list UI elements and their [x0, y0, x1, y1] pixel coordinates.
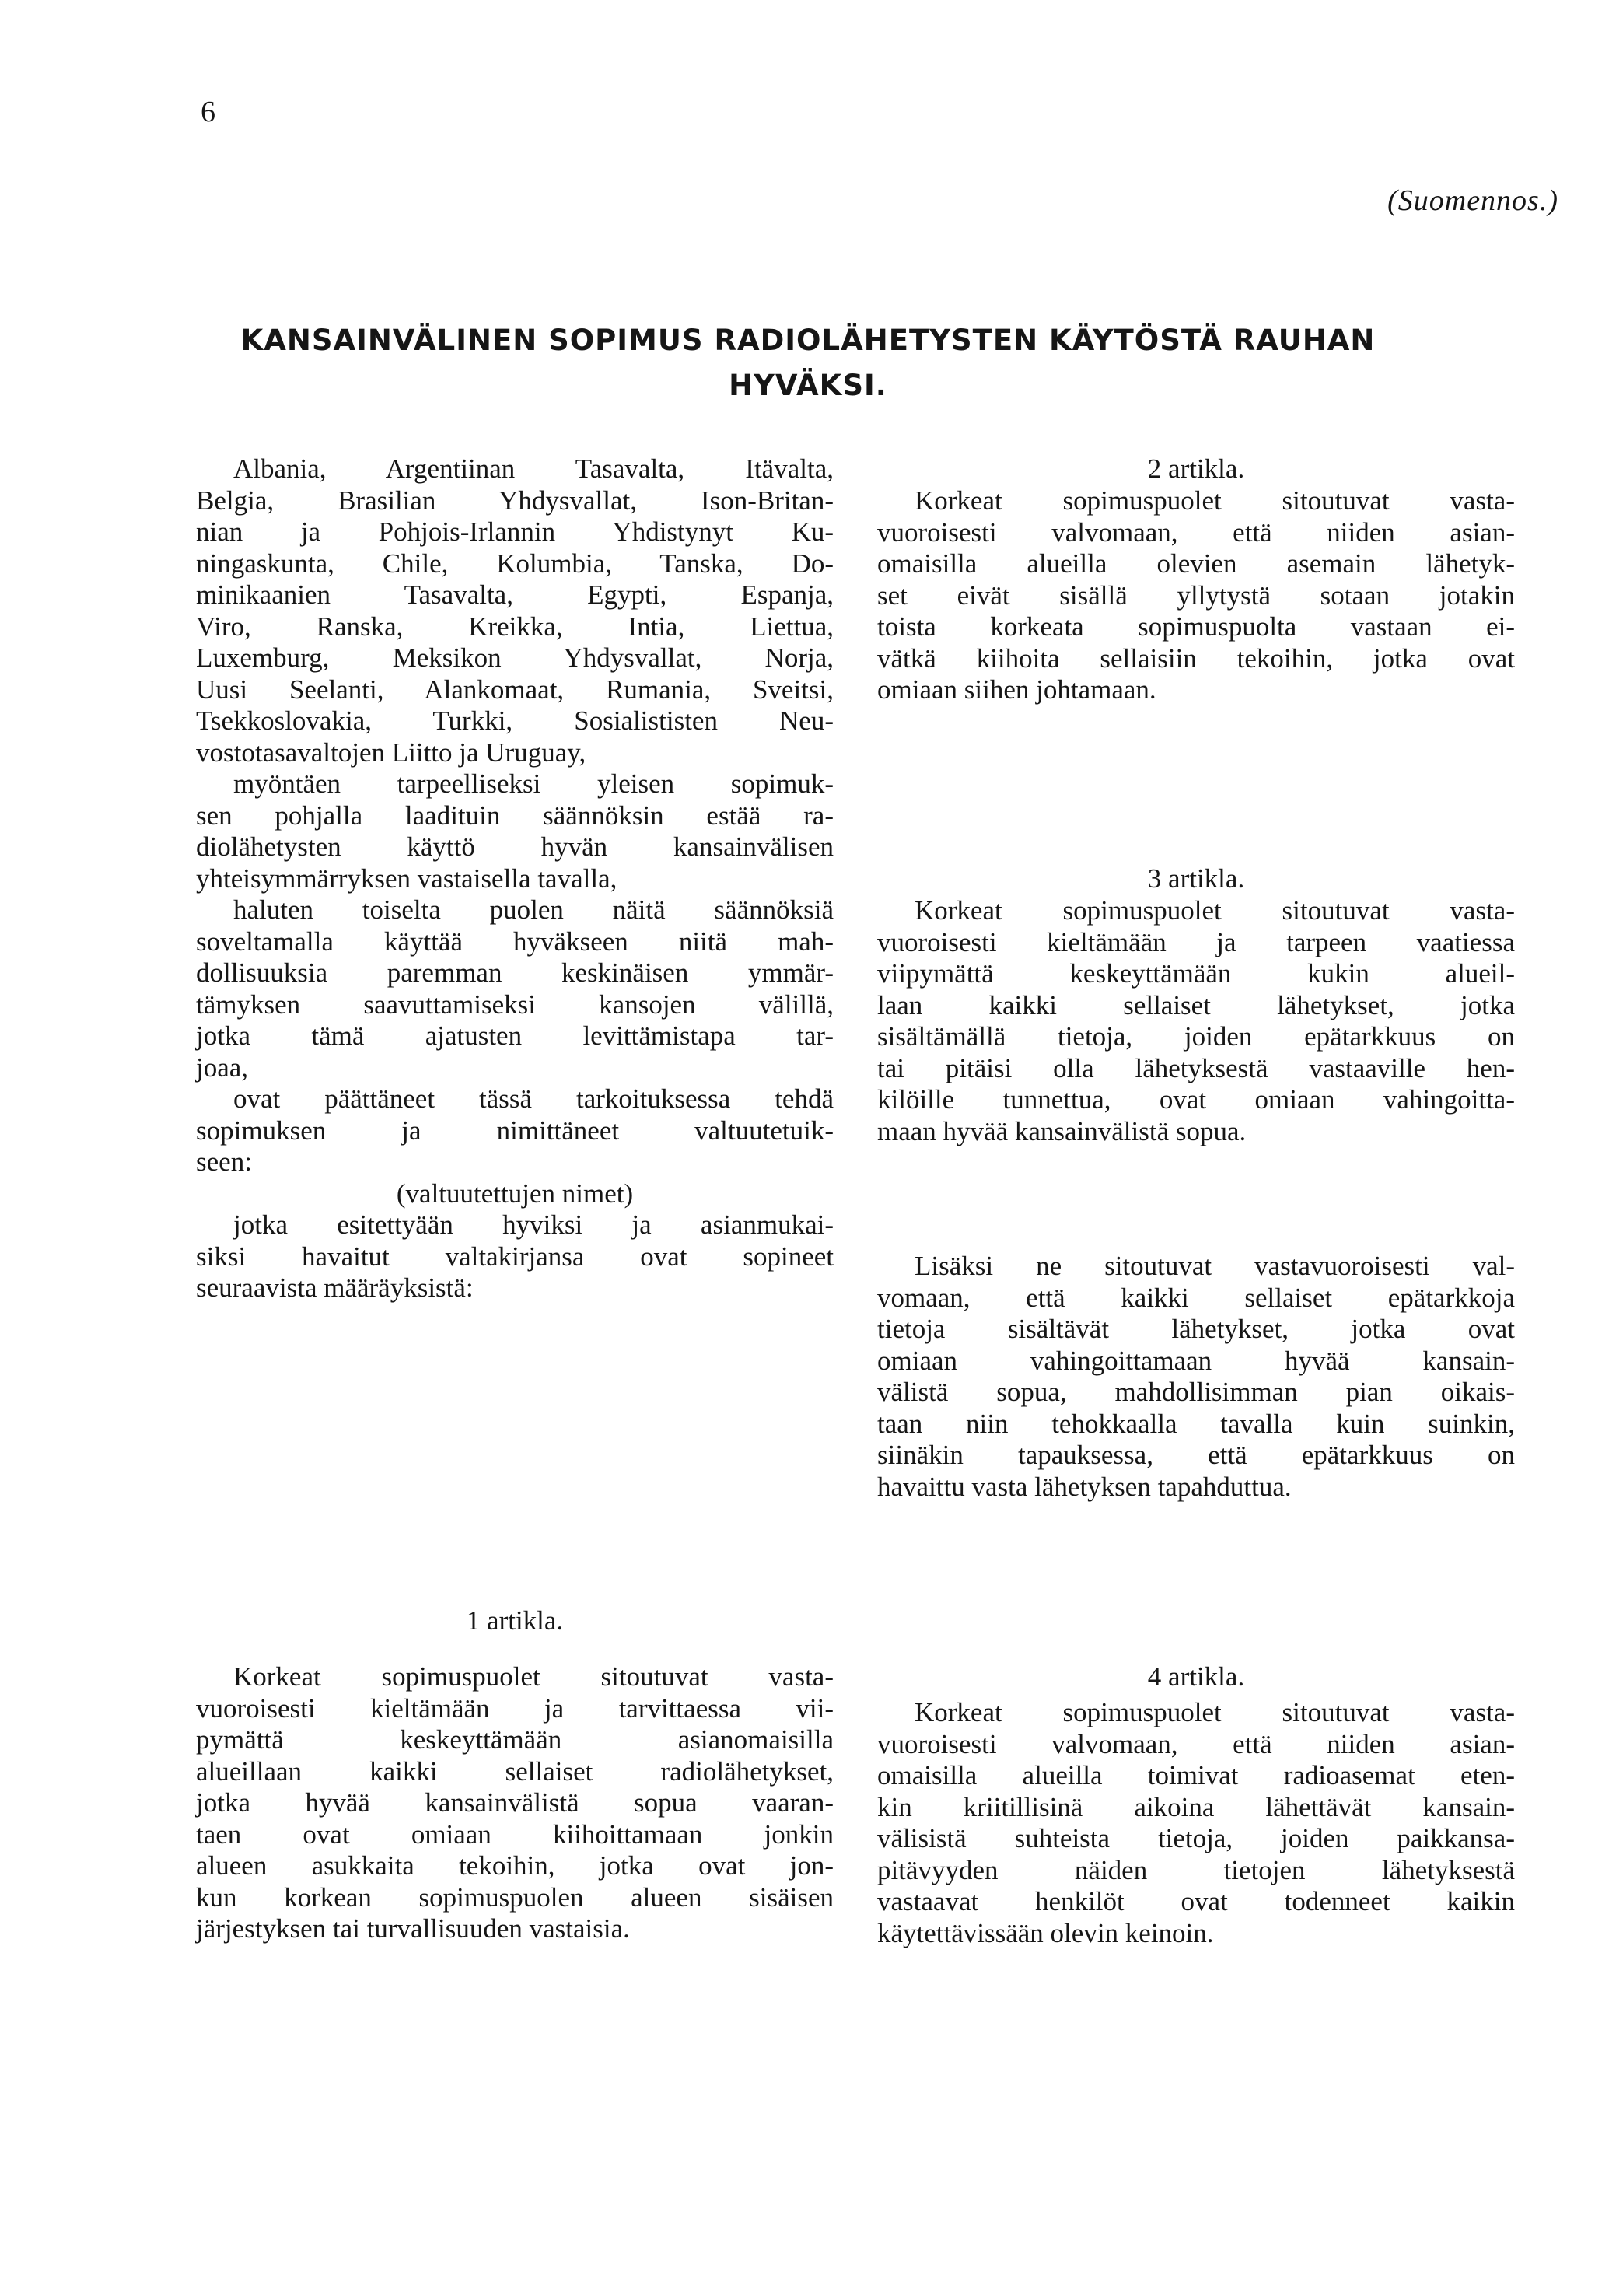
preamble-line: Viro, Ranska, Kreikka, Intia, Liettua, [196, 611, 834, 642]
preamble-line: myöntäen tarpeelliseksi yleisen sopimuk- [233, 768, 834, 799]
preamble-line: soveltamalla käyttää hyväkseen niitä mah- [196, 926, 834, 957]
preamble-line: seen: [196, 1146, 252, 1177]
article2-line: toista korkeata sopimuspuolta vastaan ei- [877, 611, 1515, 642]
article1-heading: 1 artikla. [466, 1605, 564, 1636]
article3-line: viipymättä keskeyttämään kukin alueil- [877, 958, 1515, 989]
preamble-line: Belgia, Brasilian Yhdysvallat, Ison-Britan- [196, 485, 834, 516]
article2-body [877, 485, 1515, 706]
preamble-line: sen pohjalla laadituin säännöksin estää ra- [196, 800, 834, 831]
article2-line: omaisilla alueilla olevien asemain lähetyk- [877, 548, 1515, 579]
article3-line: taan niin tehokkaalla tavalla kuin suinkin, [877, 1408, 1515, 1439]
preamble-line: dollisuuksia paremman keskinäisen ymmär- [196, 957, 834, 988]
article2-line: Korkeat sopimuspuolet sitoutuvat vasta- [915, 485, 1515, 516]
article4-heading: 4 artikla. [1147, 1661, 1245, 1692]
article3-line: tietoja sisältävät lähetykset, jotka ovat [877, 1314, 1515, 1344]
article4-line: kin kriitillisinä aikoina lähettävät kansain- [877, 1791, 1515, 1822]
article4-line: käytettävissään olevin keinoin. [877, 1917, 1214, 1948]
translation-note: (Suomennos.) [1387, 184, 1558, 217]
article1-body [196, 1661, 834, 1945]
article3-line: Lisäksi ne sitoutuvat vastavuoroisesti val- [915, 1251, 1515, 1281]
preamble-line: sopimuksen ja nimittäneet valtuutetuik- [196, 1115, 834, 1146]
article4-body [877, 1697, 1515, 1949]
page-number: 6 [201, 96, 215, 128]
article3-line: välistä sopua, mahdollisimman pian oikais- [877, 1377, 1515, 1407]
article1-line: pymättä keskeyttämään asianomaisilla [196, 1724, 834, 1755]
article3-line: kilöille tunnettua, ovat omiaan vahingoitta- [877, 1084, 1515, 1115]
article4-line: vastaavat henkilöt ovat todenneet kaikin [877, 1886, 1515, 1916]
article2-heading: 2 artikla. [1147, 453, 1245, 484]
preamble-line: tämyksen saavuttamiseksi kansojen välillä, [196, 989, 834, 1020]
article1-line: taen ovat omiaan kiihoittamaan jonkin [196, 1818, 834, 1850]
preamble-line: seuraavista määräyksistä: [196, 1272, 474, 1303]
preamble-line: Luxemburg, Meksikon Yhdysvallat, Norja, [196, 642, 834, 673]
article1-line: alueen asukkaita tekoihin, jotka ovat jon- [196, 1850, 834, 1881]
article2-line: omiaan siihen johtamaan. [877, 674, 1156, 705]
article4-line: Korkeat sopimuspuolet sitoutuvat vasta- [915, 1697, 1515, 1727]
preamble-line: diolähetysten käyttö hyvän kansainvälisen [196, 831, 834, 862]
preamble-line: minikaanien Tasavalta, Egypti, Espanja, [196, 579, 834, 610]
article1-line: alueillaan kaikki sellaiset radiolähetykset, [196, 1755, 834, 1787]
article2-line: vätkä kiihoita sellaisiin tekoihin, jotka ovat [877, 642, 1515, 674]
document-title-continued: HYVÄKSI. [729, 369, 887, 402]
preamble-line: vostotasavaltojen Liitto ja Uruguay, [196, 737, 586, 768]
preamble-line: jotka tämä ajatusten levittämistapa tar- [196, 1020, 834, 1051]
article3-line: vuoroisesti kieltämään ja tarpeen vaatiessa [877, 926, 1515, 957]
article4-line: pitävyyden näiden tietojen lähetyksestä [877, 1854, 1515, 1885]
preamble-line: joaa, [196, 1052, 249, 1083]
article3-line: havaittu vasta lähetyksen tapahduttua. [877, 1471, 1292, 1502]
preamble-line: yhteisymmärryksen vastaisella tavalla, [196, 863, 617, 894]
article3-line: sisältämällä tietoja, joiden epätarkkuus on [877, 1021, 1515, 1052]
preamble-line: Albania, Argentiinan Tasavalta, Itävalta, [233, 453, 834, 484]
article3-body-paragraph2 [877, 1251, 1515, 1503]
article3-line: tai pitäisi olla lähetyksestä vastaaville hen- [877, 1052, 1515, 1083]
preamble-line: jotka esitettyään hyviksi ja asianmukai- [233, 1209, 834, 1240]
article3-line: siinäkin tapauksessa, että epätarkkuus on [877, 1440, 1515, 1470]
article1-line: jotka hyvää kansainvälistä sopua vaaran- [196, 1787, 834, 1818]
article1-line: vuoroisesti kieltämään ja tarvittaessa vii- [196, 1692, 834, 1724]
article1-line: kun korkean sopimuspuolen alueen sisäisen [196, 1881, 834, 1913]
article4-line: välisistä suhteista tietoja, joiden paikkansa- [877, 1823, 1515, 1853]
article2-line: set eivät sisällä yllytystä sotaan jotakin [877, 579, 1515, 611]
preamble-placeholder-line: (valtuutettujen nimet) [396, 1178, 634, 1209]
article3-line: omiaan vahingoittamaan hyvää kansain- [877, 1345, 1515, 1376]
preamble-line: haluten toiselta puolen näitä säännöksiä [233, 894, 834, 925]
article3-heading: 3 artikla. [1147, 863, 1245, 894]
article1-line: järjestyksen tai turvallisuuden vastaisia. [196, 1913, 630, 1944]
article3-line: maan hyvää kansainvälistä sopua. [877, 1115, 1247, 1146]
preamble-line: Tsekkoslovakia, Turkki, Sosialististen Neu- [196, 705, 834, 736]
article3-body [877, 895, 1515, 1147]
document-title: KANSAINVÄLINEN SOPIMUS RADIOLÄHETYSTEN KÄYTÖSTÄ RAUHAN [240, 324, 1376, 357]
article3-line: Korkeat sopimuspuolet sitoutuvat vasta- [915, 895, 1515, 926]
article3-line: vomaan, että kaikki sellaiset epätarkkoja [877, 1282, 1515, 1313]
preamble-line: Uusi Seelanti, Alankomaat, Rumania, Sveitsi, [196, 674, 834, 705]
preamble-line: nian ja Pohjois-Irlannin Yhdistynyt Ku- [196, 516, 834, 547]
article1-line: Korkeat sopimuspuolet sitoutuvat vasta- [233, 1661, 834, 1692]
article4-line: vuoroisesti valvomaan, että niiden asian- [877, 1728, 1515, 1759]
preamble [196, 453, 834, 1304]
article4-line: omaisilla alueilla toimivat radioasemat eten- [877, 1760, 1515, 1790]
article2-line: vuoroisesti valvomaan, että niiden asian- [877, 516, 1515, 548]
article3-line: laan kaikki sellaiset lähetykset, jotka [877, 989, 1515, 1020]
preamble-line: ningaskunta, Chile, Kolumbia, Tanska, Do- [196, 548, 834, 579]
preamble-line: ovat päättäneet tässä tarkoituksessa tehdä [233, 1083, 834, 1114]
preamble-line: siksi havaitut valtakirjansa ovat sopineet [196, 1241, 834, 1272]
